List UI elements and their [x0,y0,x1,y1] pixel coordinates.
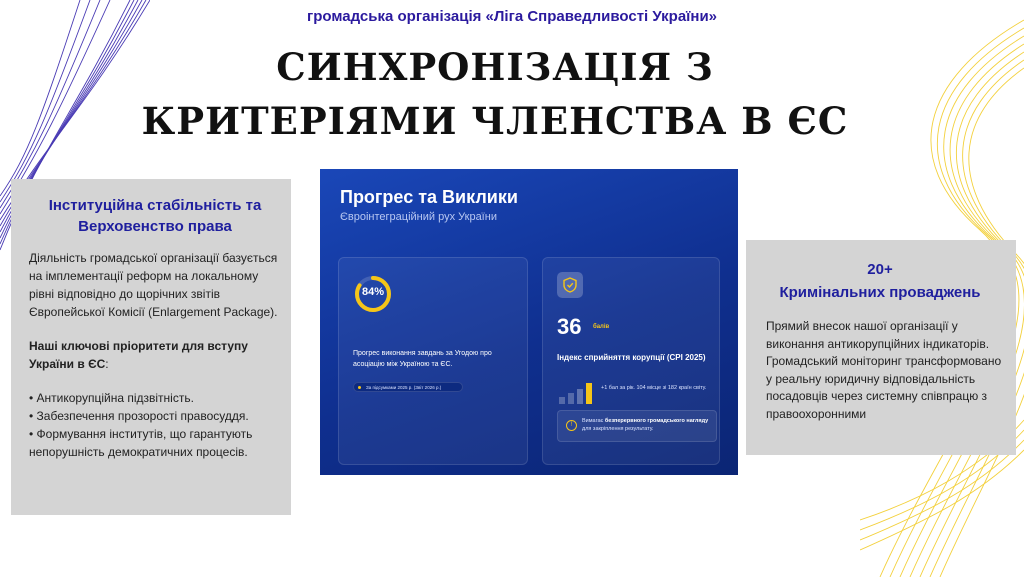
priority-item: • Забезпечення прозорості правосуддя. [29,409,249,423]
card-heading: Інституційна стабільність та Верховенство права [48,197,262,235]
criminal-cases-card [746,240,1016,455]
title-line-2: КРИТЕРІЯМИ ЧЛЕНСТВА В ЄС [141,99,849,143]
cpi-unit: балів [593,324,610,330]
progress-panel [338,257,528,465]
cpi-label: Індекс сприйняття корупції (CPI 2025) [557,353,706,362]
dashboard-image [320,169,738,475]
institutional-stability-card [11,179,291,515]
cpi-score: 36 [557,314,582,339]
cpi-bars-icon [557,382,597,404]
page-title [0,40,990,148]
priority-item: • Антикорупційна підзвітність. [29,391,194,405]
dashboard-subtitle: Євроінтеграційний рух України [340,211,497,223]
warning-text: Вимагає безперервного громадського нагляду для закріплення результату. [582,418,709,432]
progress-pill: За підсумками 2025 р. (Звіт 2026 р.) [353,382,463,392]
card-text: Прямий внесок нашої організації у виконання антикорупційних індикаторів. Громадський моніторинг трансформовано у реальну юридичну відповідальність посадовців через системну співпрацю з правоохоронними [766,319,1002,421]
priorities-heading: Наші ключові пріоритети для вступу України в ЄС: [29,339,248,371]
warning-box [557,410,717,442]
shield-icon [557,272,583,298]
progress-percent: 84% [361,286,385,298]
cpi-note: +1 бал за рік. 104 місце зі 182 країн світу. [601,385,707,391]
card-paragraph: Діяльність громадської організації базується на імплементації реформ на локальному рівні відповідно до щорічних звітів Європейської Комісії (Enlargement Package). [29,251,278,319]
cpi-panel [542,257,720,465]
priorities-list [29,389,281,461]
progress-text: Прогрес виконання завдань за Угодою про асоціацію між Україною та ЄС. [353,350,492,368]
organization-name: громадська організація «Ліга Справедливості України» [306,8,718,25]
warning-icon: ! [566,420,577,431]
card-heading: 20+ Кримінальних проваджень [779,261,981,301]
title-line-1: СИНХРОНІЗАЦІЯ З [276,45,714,89]
dashboard-title: Прогрес та Виклики [340,187,518,207]
priority-item: • Формування інститутів, що гарантують непорушність демократичних процесів. [29,427,253,459]
